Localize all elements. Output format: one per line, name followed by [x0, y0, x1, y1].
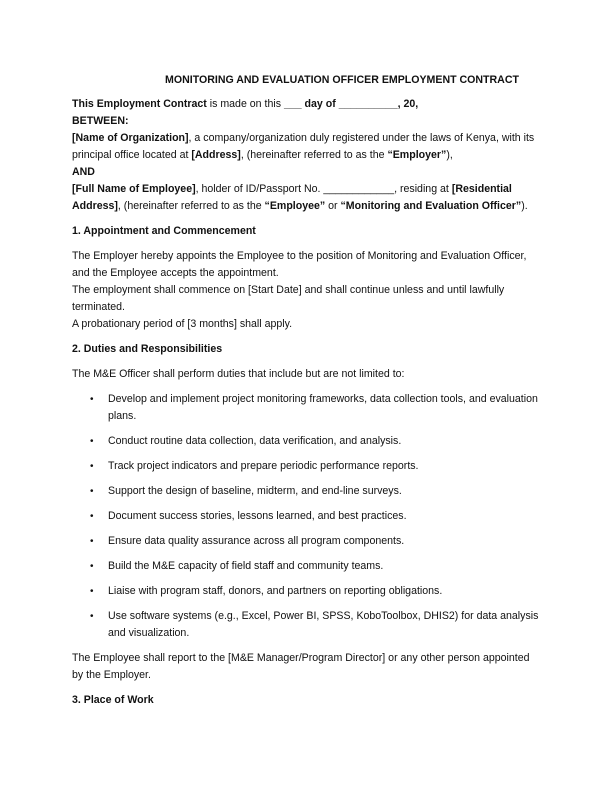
duty-text: Ensure data quality assurance across all program components. — [108, 535, 405, 547]
list-item — [72, 583, 540, 600]
employee-party — [72, 181, 540, 215]
list-item — [72, 433, 540, 450]
duty-text: Track project indicators and prepare periodic performance reports. — [108, 460, 419, 472]
list-item — [72, 508, 540, 525]
reporting-paragraph: The Employee shall report to the [M&E Manager/Program Director] or any other person appointed by the Employer. — [72, 652, 530, 681]
bullet-icon: • — [90, 536, 94, 547]
duty-text: Document success stories, lessons learned, and best practices. — [108, 510, 407, 522]
section-2-heading: 2. Duties and Responsibilities — [72, 343, 223, 355]
org-ref-post: ), — [446, 149, 453, 161]
bullet-icon: • — [90, 461, 94, 472]
duty-text: Conduct routine data collection, data verification, and analysis. — [108, 435, 402, 447]
bullet-icon: • — [90, 486, 94, 497]
list-item — [72, 391, 540, 425]
duty-text: Develop and implement project monitoring frameworks, data collection tools, and evaluation plans. — [108, 393, 538, 422]
employee-name-placeholder: [Full Name of Employee] — [72, 183, 196, 195]
section-3-heading: 3. Place of Work — [72, 694, 154, 706]
list-item — [72, 608, 540, 642]
duty-text: Build the M&E capacity of field staff and community teams. — [108, 560, 384, 572]
list-item — [72, 558, 540, 575]
duties-list — [72, 391, 540, 642]
bullet-icon: • — [90, 561, 94, 572]
bullet-icon: • — [90, 611, 94, 622]
date-comma: , — [415, 98, 419, 110]
id-text: , holder of ID/Passport No. ____________, residing at — [195, 183, 452, 195]
contract-intro-line — [72, 96, 540, 113]
employer-label: “Employer” — [387, 149, 447, 161]
list-item — [72, 533, 540, 550]
duty-text: Use software systems (e.g., Excel, Power BI, SPSS, KoboToolbox, DHIS2) for data analysis and visualization. — [108, 610, 539, 639]
employee-label: “Employee” — [264, 200, 326, 212]
or-text: or — [325, 200, 341, 212]
bullet-icon: • — [90, 511, 94, 522]
section-1-paragraph-3: A probationary period of [3 months] shall apply. — [72, 318, 293, 330]
between-label: BETWEEN: — [72, 115, 129, 127]
contract-label: This Employment Contract — [72, 98, 207, 110]
duty-text: Liaise with program staff, donors, and partners on reporting obligations. — [108, 585, 443, 597]
document-body — [72, 72, 540, 717]
list-item — [72, 458, 540, 475]
duty-text: Support the design of baseline, midterm, and end-line surveys. — [108, 485, 402, 497]
org-ref-pre: , (hereinafter referred to as the — [240, 149, 388, 161]
section-1-heading: 1. Appointment and Commencement — [72, 225, 256, 237]
document-title: MONITORING AND EVALUATION OFFICER EMPLOYMENT CONTRACT — [165, 74, 519, 86]
section-1-paragraph-1: The Employer hereby appoints the Employee to the position of Monitoring and Evaluation Officer, and the Employee accepts the appointment. — [72, 250, 527, 279]
employer-party — [72, 130, 540, 164]
org-description: , a company/organization duly registered under the laws of Kenya, with its principal office located at — [72, 132, 535, 161]
officer-label: “Monitoring and Evaluation Officer” — [340, 200, 522, 212]
list-item — [72, 483, 540, 500]
date-blank: ___ day of __________, 20 — [283, 98, 416, 110]
section-2-intro: The M&E Officer shall perform duties that include but are not limited to: — [72, 368, 405, 380]
and-label: AND — [72, 166, 95, 178]
bullet-icon: • — [90, 436, 94, 447]
section-1-paragraph-2: The employment shall commence on [Start Date] and shall continue unless and until lawfully terminated. — [72, 284, 505, 313]
emp-ref-post: ). — [521, 200, 528, 212]
bullet-icon: • — [90, 586, 94, 597]
org-name-placeholder: [Name of Organization] — [72, 132, 189, 144]
residential-address-placeholder: [Residential Address] — [72, 183, 512, 212]
address-placeholder: [Address] — [191, 149, 241, 161]
bullet-icon: • — [90, 394, 94, 405]
emp-ref-pre: , (hereinafter referred to as the — [117, 200, 265, 212]
made-on-text: is made on this — [206, 98, 284, 110]
